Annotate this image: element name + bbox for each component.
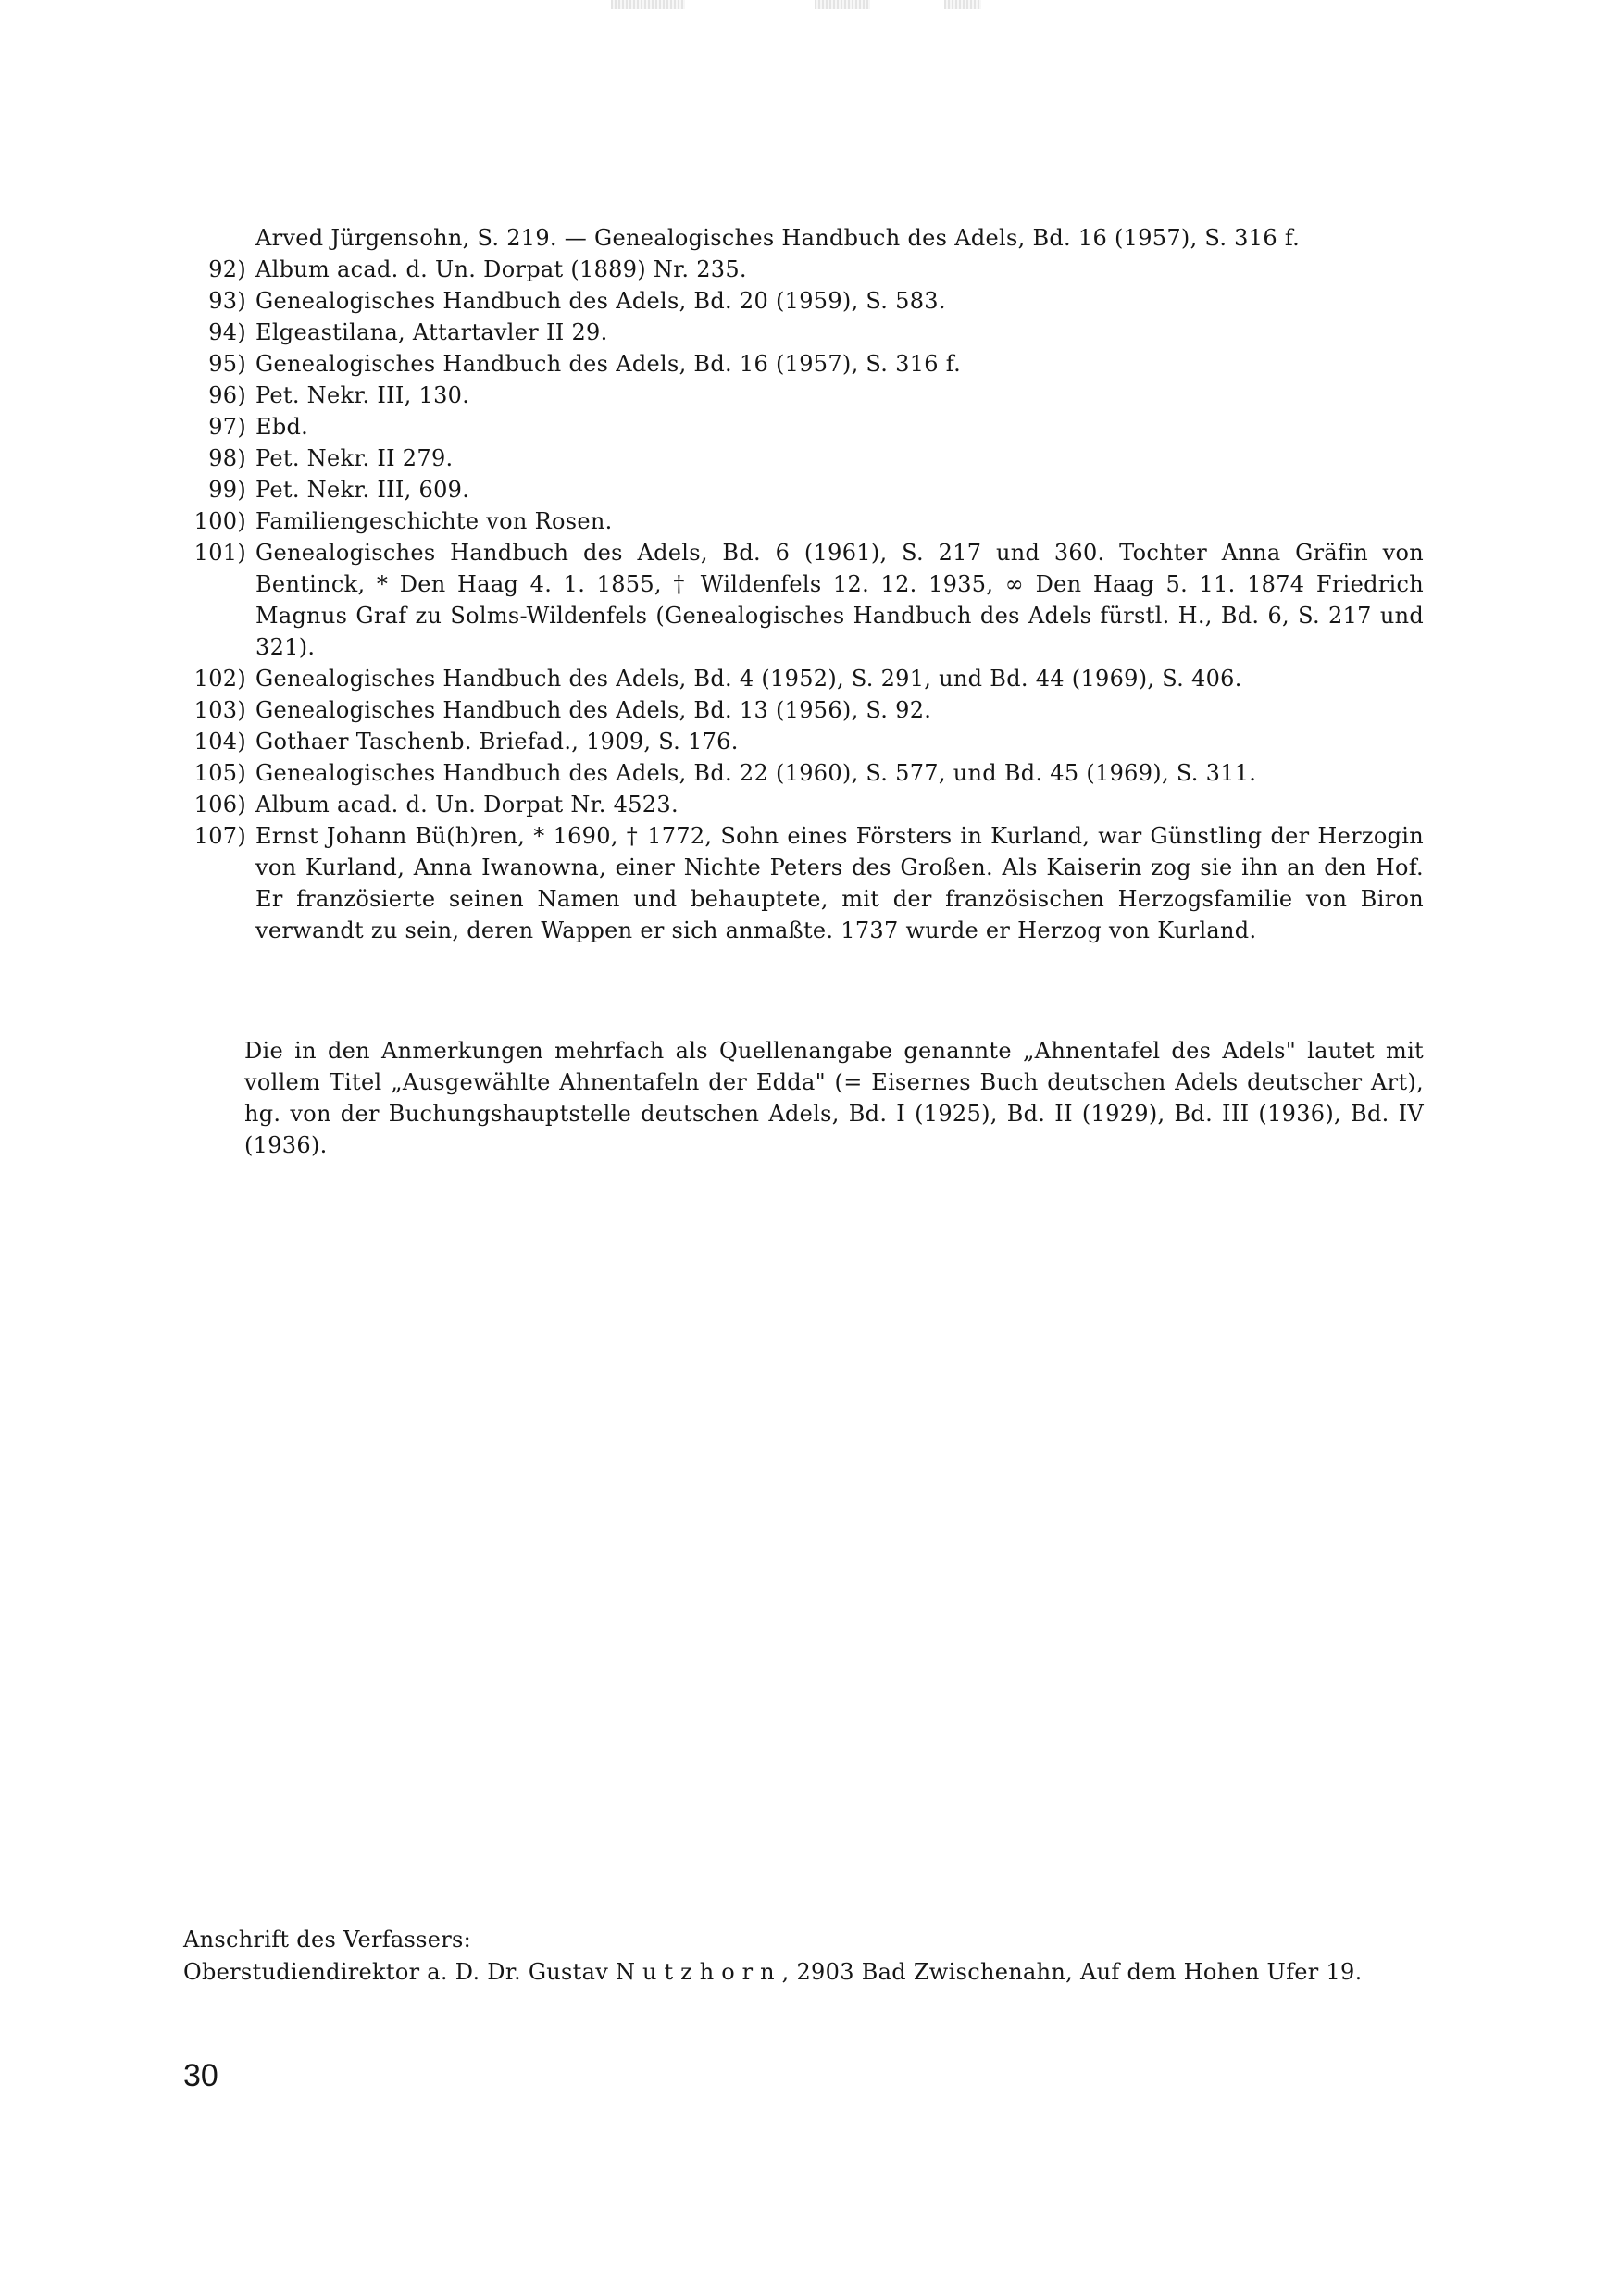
footnote-continuation: Arved Jürgensohn, S. 219. — Genealogisches Handbuch des Adels, Bd. 16 (1957), S. 316 f. <box>255 225 1301 251</box>
footnote-item <box>183 317 1424 348</box>
scan-artifact <box>611 0 685 9</box>
footnote-text: Genealogisches Handbuch des Adels, Bd. 13 (1956), S. 92. <box>255 697 932 723</box>
footnote-text: Genealogisches Handbuch des Adels, Bd. 22 (1960), S. 577, und Bd. 45 (1969), S. 311. <box>255 760 1257 786</box>
address-heading: Anschrift des Verfassers: <box>183 1927 472 1953</box>
footnote-item <box>183 820 1424 946</box>
footnote-text: Genealogisches Handbuch des Adels, Bd. 20 (1959), S. 583. <box>255 288 946 314</box>
author-address <box>183 1924 1424 1989</box>
footnote-item <box>183 285 1424 317</box>
footnote-number: 100) <box>193 508 246 534</box>
footnote-number: 96) <box>208 382 246 408</box>
footnote-items <box>183 254 1424 946</box>
footnote-text: Album acad. d. Un. Dorpat (1889) Nr. 235. <box>255 256 747 282</box>
footnote-text: Album acad. d. Un. Dorpat Nr. 4523. <box>255 792 679 817</box>
footnote-item <box>183 663 1424 694</box>
footnote-item <box>183 443 1424 474</box>
footnote-item <box>183 505 1424 537</box>
footnote-text: Gothaer Taschenb. Briefad., 1909, S. 176. <box>255 729 739 755</box>
footnote-text: Pet. Nekr. II 279. <box>255 445 454 471</box>
footnote-item <box>183 537 1424 663</box>
footnote-text: Familiengeschichte von Rosen. <box>255 508 613 534</box>
footnote-item <box>183 348 1424 380</box>
address-suffix: , 2903 Bad Zwischenahn, Auf dem Hohen Ufer 19. <box>781 1959 1363 1985</box>
footnote-number: 107) <box>193 823 246 849</box>
footnote-number: 105) <box>193 760 246 786</box>
footnote-item <box>183 757 1424 789</box>
footnote-number: 92) <box>208 256 246 282</box>
footnote-text: Pet. Nekr. III, 609. <box>255 477 470 503</box>
footnote-number: 101) <box>193 540 246 566</box>
scan-artifact <box>815 0 870 9</box>
footnote-text: Genealogisches Handbuch des Adels, Bd. 4 (1952), S. 291, und Bd. 44 (1969), S. 406. <box>255 666 1242 692</box>
footnote-number: 103) <box>193 697 246 723</box>
footnote-item <box>183 474 1424 505</box>
footnote-item <box>183 694 1424 726</box>
footnote-text: Pet. Nekr. III, 130. <box>255 382 470 408</box>
footnote-number: 95) <box>208 351 246 377</box>
footnote-item <box>183 726 1424 757</box>
footnote-text: Elgeastilana, Attartavler II 29. <box>255 319 608 345</box>
address-prefix: Oberstudiendirektor a. D. Dr. Gustav <box>183 1959 609 1985</box>
footnote-number: 98) <box>208 445 246 471</box>
footnote-number: 99) <box>208 477 246 503</box>
footnote-item <box>183 380 1424 411</box>
scan-artifact <box>944 0 981 9</box>
footnote-number: 102) <box>193 666 246 692</box>
footnote-number: 104) <box>193 729 246 755</box>
footnote-item <box>183 411 1424 443</box>
footnote-number: 106) <box>193 792 246 817</box>
footnote-number: 94) <box>208 319 246 345</box>
footnote-number: 97) <box>208 414 246 440</box>
footnote-text: Ernst Johann Bü(h)ren, * 1690, † 1772, Sohn eines Försters in Kurland, war Günstling der Herzogin von Kurland, Anna Iwanowna, einer Nichte Peters des Großen. Als Kaiserin zog sie ihn an den Hof. Er französierte seinen Namen und behauptete, mit der französischen Herzogsfamilie von Biron verwandt zu sein, deren Wappen er sich anmaßte. 1737 wurde er Herzog von Kurland. <box>255 823 1424 943</box>
footnote-number: 93) <box>208 288 246 314</box>
footnote-item <box>183 789 1424 820</box>
footnote-item <box>183 254 1424 285</box>
footnote-text: Genealogisches Handbuch des Adels, Bd. 16 (1957), S. 316 f. <box>255 351 962 377</box>
page-number: 30 <box>183 2058 218 2093</box>
author-name: Nutzhorn <box>616 1959 782 1985</box>
footnotes-list <box>183 222 1424 946</box>
footnote-text: Genealogisches Handbuch des Adels, Bd. 6 (1961), S. 217 und 360. Tochter Anna Gräfin von Bentinck, * Den Haag 4. 1. 1855, † Wildenfels 12. 12. 1935, ∞ Den Haag 5. 11. 1874 Friedrich Magnus Graf zu Solms-Wildenfels (Genealogisches Handbuch des Adels fürstl. H., Bd. 6, S. 217 und 321). <box>255 540 1424 660</box>
address-line <box>183 1956 1424 1989</box>
closing-paragraph: Die in den Anmerkungen mehrfach als Quellenangabe genannte „Ahnentafel des Adels" lautet mit vollem Titel „Ausgewählte Ahnentafeln der Edda" (= Eisernes Buch deutschen Adels deutscher Art), hg. von der Buchungshauptstelle deutschen Adels, Bd. I (1925), Bd. II (1929), Bd. III (1936), Bd. IV (1936). <box>244 1038 1424 1158</box>
footnote-text: Ebd. <box>255 414 309 440</box>
